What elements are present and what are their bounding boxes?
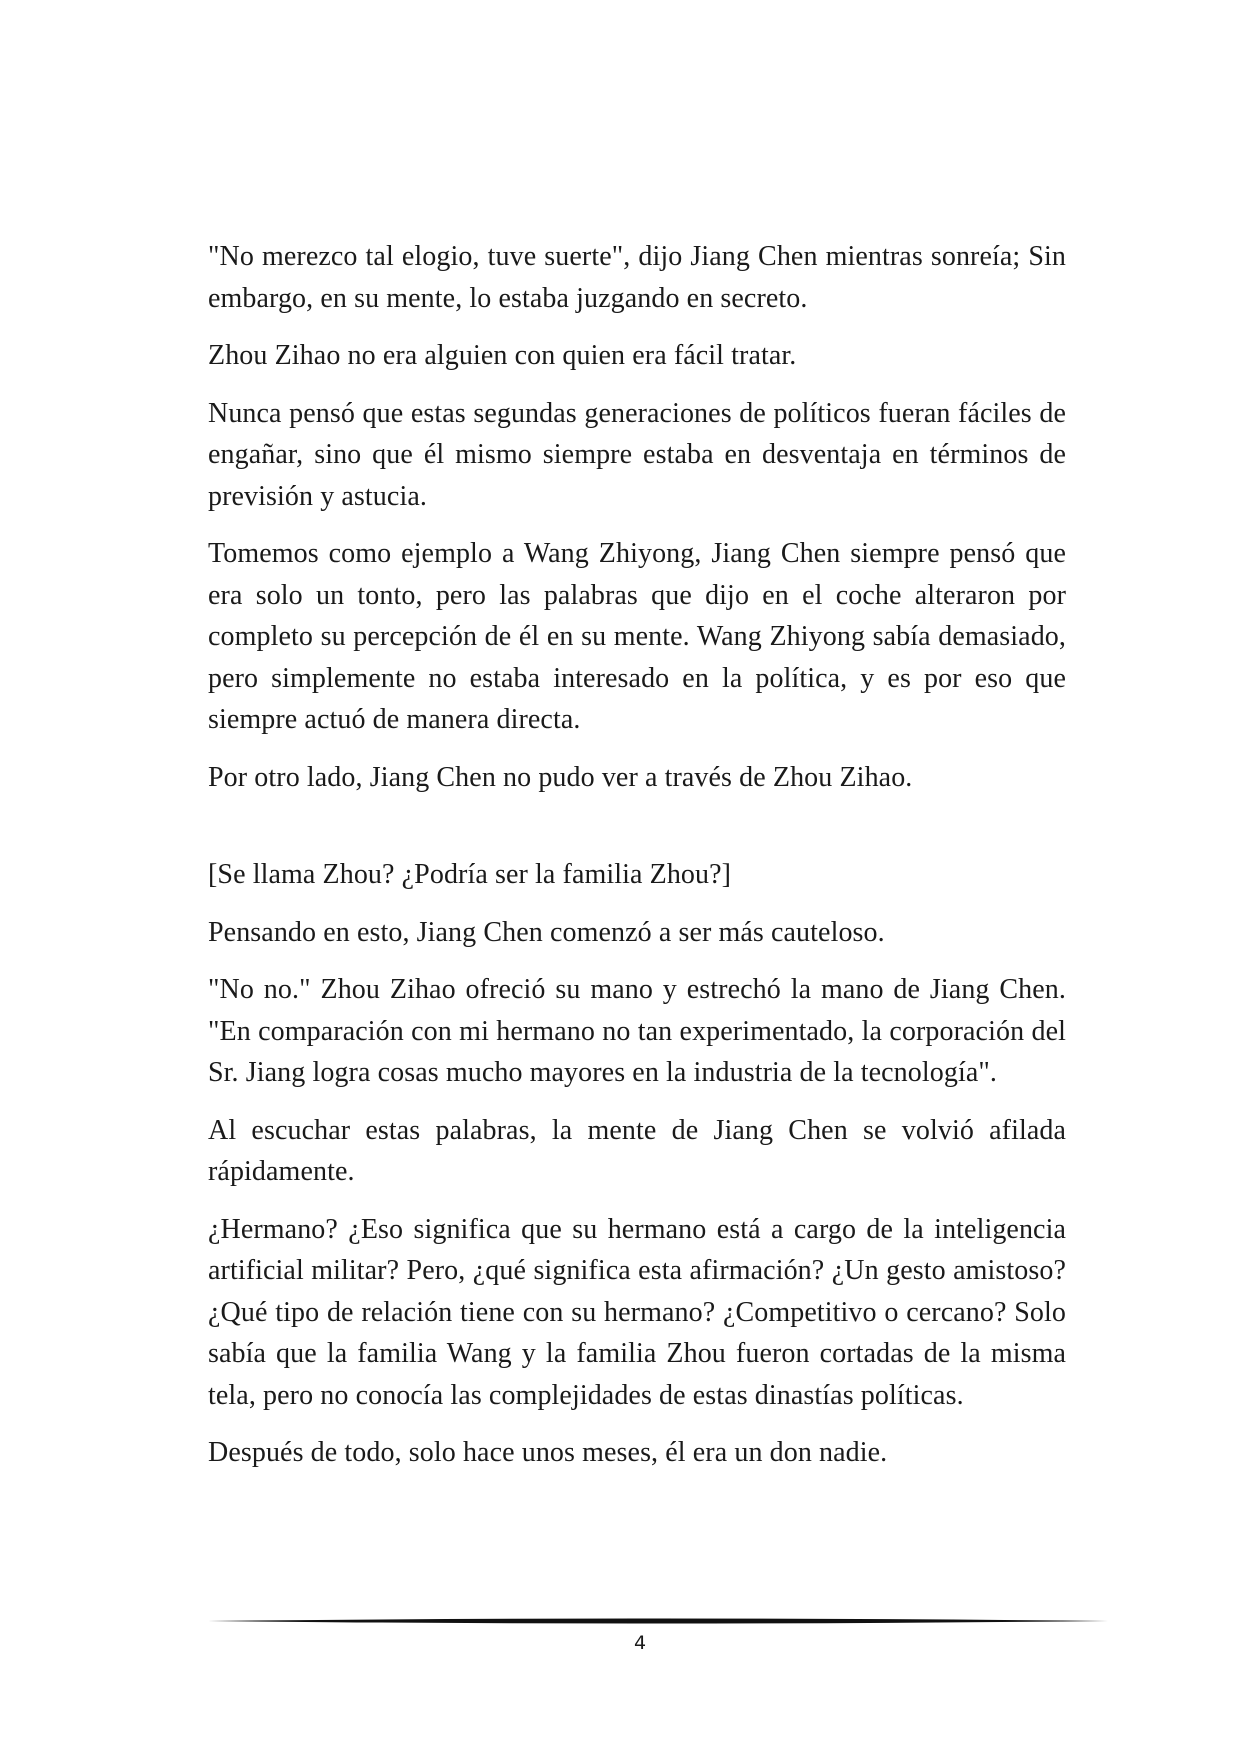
paragraph: Nunca pensó que estas segundas generaciones de políticos fueran fáciles de engañar, sino que él mismo siempre estaba en desventaja en términos de previsión y astucia. (208, 397, 1066, 512)
footer-divider (208, 1616, 1108, 1626)
paragraph: Después de todo, solo hace unos meses, él era un don nadie. (208, 1437, 888, 1468)
paragraph: "No merezco tal elogio, tuve suerte", dijo Jiang Chen mientras sonreía; Sin embargo, en su mente, lo estaba juzgando en secreto. (208, 241, 1066, 314)
paragraph: Al escuchar estas palabras, la mente de Jiang Chen se volvió afilada rápidamente. (208, 1114, 1066, 1187)
paragraph: Pensando en esto, Jiang Chen comenzó a ser más cauteloso. (208, 916, 885, 948)
page-number: 4 (633, 1632, 647, 1654)
paragraph: Tomemos como ejemplo a Wang Zhiyong, Jiang Chen siempre pensó que era solo un tonto, pero las palabras que dijo en el coche alteraron por completo su percepción de él en su mente. Wang Zhiyong sabía demasiado, pero simplemente no estaba interesado en la política, y es por eso que siempre actuó de manera directa. (208, 538, 1066, 735)
paragraph: "No no." Zhou Zihao ofreció su mano y estrechó la mano de Jiang Chen. "En comparación con mi hermano no tan experimentado, la corporación del Sr. Jiang logra cosas mucho mayores en la industria de la tecnología". (208, 974, 1066, 1088)
paragraph: ¿Hermano? ¿Eso significa que su hermano está a cargo de la inteligencia artificial militar? Pero, ¿qué significa esta afirmación? ¿Un gesto amistoso? ¿Qué tipo de relación tiene con su hermano? ¿Competitivo o cercano? Solo sabía que la familia Wang y la familia Zhou fueron cortadas de la misma tela, pero no conocía las complejidades de estas dinastías políticas. (208, 1213, 1066, 1411)
paragraph: Zhou Zihao no era alguien con quien era fácil tratar. (208, 340, 797, 371)
paragraph: [Se llama Zhou? ¿Podría ser la familia Zhou?] (208, 859, 732, 890)
body-text (208, 236, 1066, 1490)
paragraph: Por otro lado, Jiang Chen no pudo ver a través de Zhou Zihao. (208, 761, 913, 793)
